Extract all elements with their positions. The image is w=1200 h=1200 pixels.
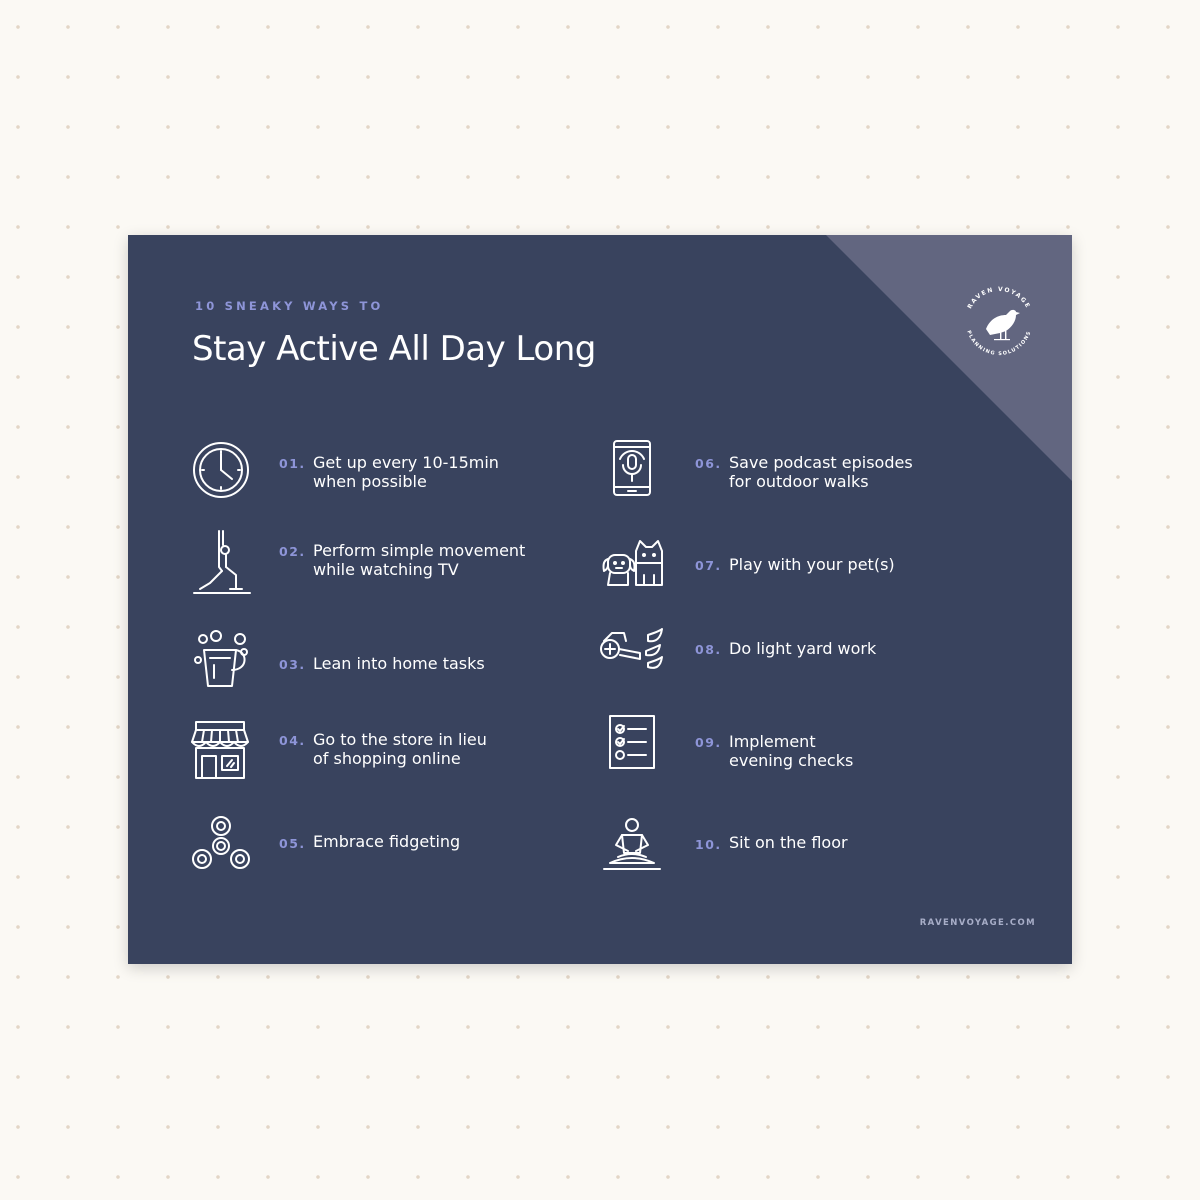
item-text-line: Sit on the floor — [729, 833, 848, 852]
item-text — [313, 832, 573, 851]
page-title: Stay Active All Day Long — [192, 329, 596, 369]
item-text-line: Implement — [729, 732, 816, 751]
item-number: 09. — [695, 735, 722, 750]
item-number: 08. — [695, 642, 722, 657]
item-text-line: Get up every 10-15min — [313, 453, 499, 472]
meditation-icon — [600, 817, 666, 883]
item-text — [729, 453, 989, 491]
item-text — [313, 541, 573, 579]
cleaning-bucket-icon — [192, 630, 258, 696]
item-text-line: for outdoor walks — [729, 472, 869, 491]
item-number: 01. — [279, 456, 306, 471]
item-text — [729, 732, 989, 770]
item-text-line: Embrace fidgeting — [313, 832, 461, 851]
logo-bottom-text: PLANNING SOLUTIONS — [965, 329, 1033, 358]
item-text-line: Do light yard work — [729, 639, 877, 658]
item-number: 07. — [695, 558, 722, 573]
item-text — [313, 730, 573, 768]
item-text-line: Perform simple movement — [313, 541, 526, 560]
item-number: 03. — [279, 657, 306, 672]
svg-text:PLANNING SOLUTIONS — [965, 330, 1032, 357]
yoga-pose-icon — [192, 531, 258, 597]
item-text-line: evening checks — [729, 751, 854, 770]
item-text-line: while watching TV — [313, 560, 459, 579]
fidget-spinner-icon — [192, 815, 258, 881]
podcast-phone-icon — [600, 439, 666, 505]
checklist-icon — [600, 714, 666, 780]
leaf-blower-icon — [600, 627, 666, 693]
item-text — [313, 453, 573, 491]
raven-icon — [956, 279, 1042, 365]
item-number: 05. — [279, 836, 306, 851]
website-url: RAVENVOYAGE.COM — [919, 918, 1036, 928]
eyebrow-text: 10 SNEAKY WAYS TO — [195, 299, 384, 313]
item-number: 02. — [279, 544, 306, 559]
dog-cat-icon — [600, 539, 666, 605]
item-number: 10. — [695, 837, 722, 852]
item-number: 04. — [279, 733, 306, 748]
logo-top-text: RAVEN VOYAGE — [966, 285, 1032, 311]
item-text — [313, 654, 573, 673]
svg-text:RAVEN VOYAGE — [966, 286, 1031, 310]
item-text-line: when possible — [313, 472, 427, 491]
item-text — [729, 639, 989, 658]
storefront-icon — [192, 720, 258, 786]
item-text-line: Lean into home tasks — [313, 654, 485, 673]
item-text-line: Save podcast episodes — [729, 453, 913, 472]
item-text-line: Go to the store in lieu — [313, 730, 487, 749]
clock-icon — [192, 441, 258, 507]
infographic-card — [128, 235, 1072, 964]
item-number: 06. — [695, 456, 722, 471]
item-text-line: of shopping online — [313, 749, 461, 768]
item-text-line: Play with your pet(s) — [729, 555, 895, 574]
item-text — [729, 833, 989, 852]
item-text — [729, 555, 989, 574]
